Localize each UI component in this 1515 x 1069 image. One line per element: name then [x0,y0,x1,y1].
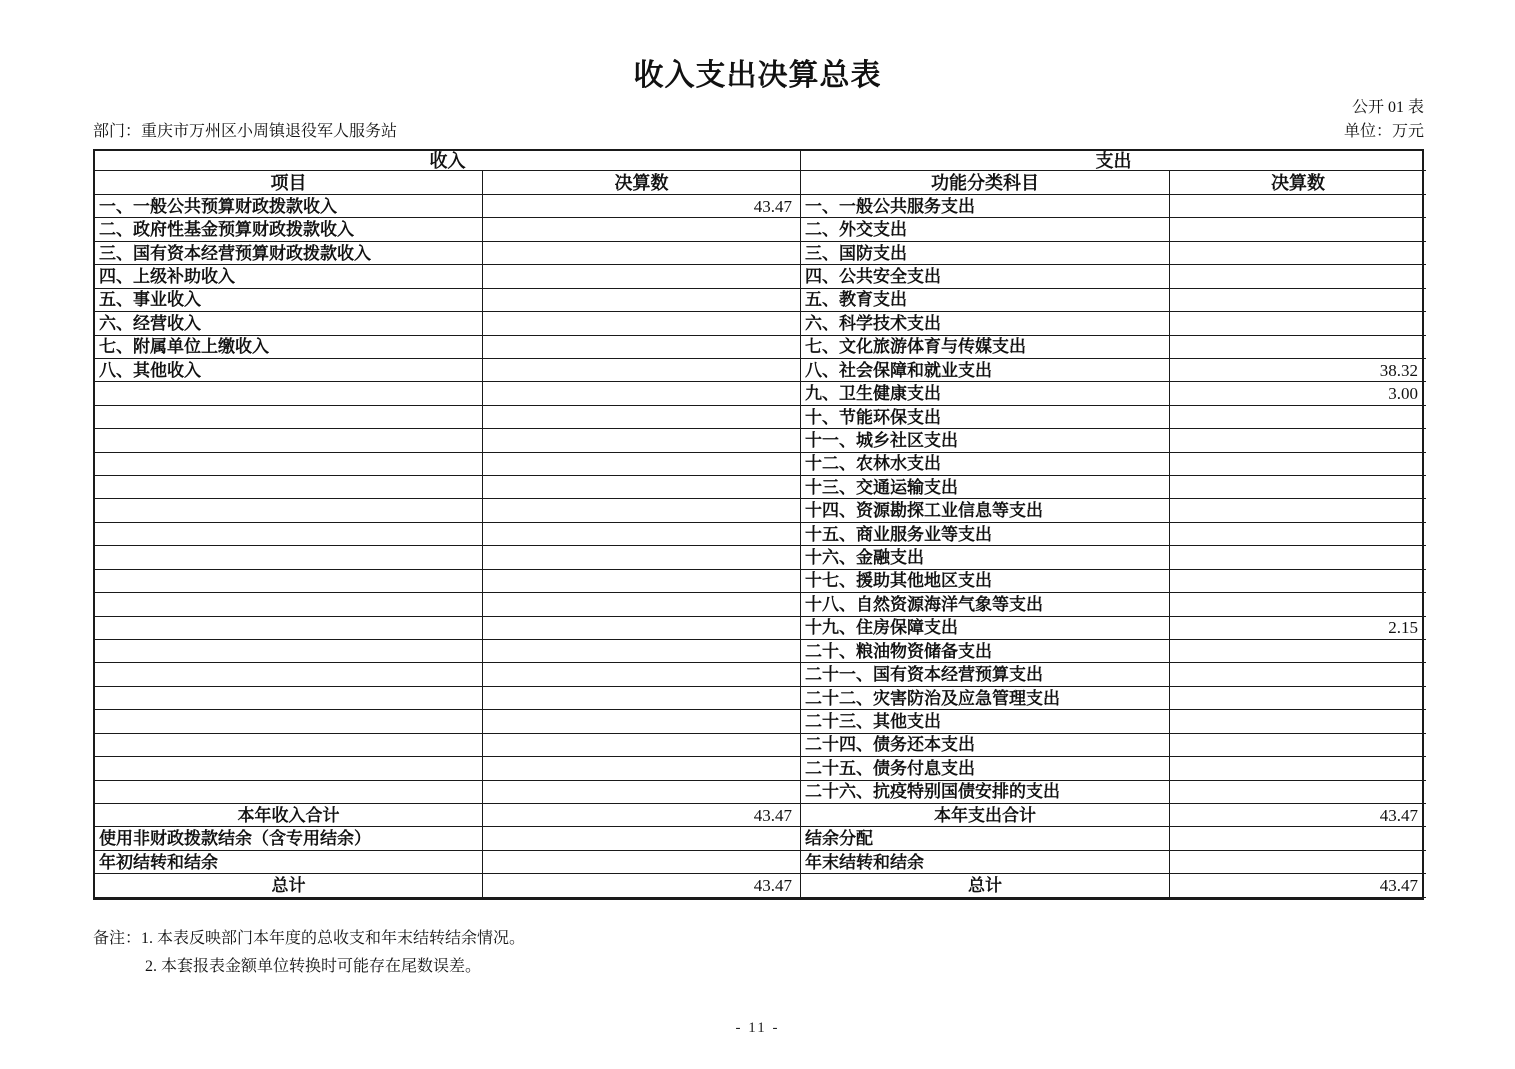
expense-value-cell: 43.47 [1170,874,1426,897]
expense-item-cell: 二、外交支出 [801,218,1170,241]
expense-item-cell: 四、公共安全支出 [801,265,1170,288]
income-item-cell [95,382,483,405]
expense-item-cell: 年末结转和结余 [801,851,1170,874]
income-value-cell [483,593,801,616]
income-value-cell: 43.47 [483,804,801,827]
income-item-cell [95,781,483,804]
expense-value-cell: 3.00 [1170,382,1426,405]
income-value-cell [483,336,801,359]
income-item-cell: 八、其他收入 [95,359,483,382]
expense-item-column-header: 功能分类科目 [801,171,1170,195]
expense-value-cell: 38.32 [1170,359,1426,382]
expense-value-cell [1170,476,1426,499]
expense-item-cell: 九、卫生健康支出 [801,382,1170,405]
expense-item-cell: 二十、粮油物资储备支出 [801,640,1170,663]
expense-item-cell: 十五、商业服务业等支出 [801,523,1170,546]
expense-value-cell [1170,663,1426,686]
expense-item-cell: 十四、资源勘探工业信息等支出 [801,499,1170,522]
income-item-cell: 二、政府性基金预算财政拨款收入 [95,218,483,241]
income-value-cell [483,406,801,429]
income-item-cell: 三、国有资本经营预算财政拨款收入 [95,242,483,265]
income-value-cell [483,453,801,476]
expense-item-cell: 二十一、国有资本经营预算支出 [801,663,1170,686]
income-value-cell [483,242,801,265]
income-value-cell: 43.47 [483,874,801,897]
income-item-cell: 总计 [95,874,483,897]
income-item-cell [95,710,483,733]
income-item-cell [95,523,483,546]
expense-item-cell: 二十六、抗疫特别国债安排的支出 [801,781,1170,804]
expense-value-cell [1170,453,1426,476]
income-item-cell: 六、经营收入 [95,312,483,335]
expense-value-cell [1170,195,1426,218]
income-item-cell [95,593,483,616]
income-value-cell [483,359,801,382]
income-item-cell: 五、事业收入 [95,289,483,312]
income-value-cell [483,476,801,499]
income-value-cell [483,523,801,546]
department-label: 部门：重庆市万州区小周镇退役军人服务站 [93,123,398,140]
expense-item-cell: 十八、自然资源海洋气象等支出 [801,593,1170,616]
budget-summary-table [93,149,1424,900]
expense-item-cell: 二十四、债务还本支出 [801,734,1170,757]
income-value-cell: 43.47 [483,195,801,218]
income-item-column-header: 项目 [95,171,483,195]
income-value-cell [483,382,801,405]
footnote-line: 2. 本套报表金额单位转换时可能存在尾数误差。 [145,958,482,975]
expense-value-cell [1170,570,1426,593]
income-item-cell: 七、附属单位上缴收入 [95,336,483,359]
expense-item-cell: 十三、交通运输支出 [801,476,1170,499]
income-value-cell [483,757,801,780]
income-item-cell [95,617,483,640]
income-item-cell [95,687,483,710]
expense-item-cell: 三、国防支出 [801,242,1170,265]
expense-item-cell: 二十五、债务付息支出 [801,757,1170,780]
expense-item-cell: 五、教育支出 [801,289,1170,312]
income-item-cell [95,499,483,522]
page-number: - 11 - [735,1020,780,1036]
expense-value-cell [1170,523,1426,546]
income-value-cell [483,640,801,663]
expense-value-cell [1170,499,1426,522]
expense-item-cell: 总计 [801,874,1170,897]
income-item-cell [95,640,483,663]
expense-section-header: 支出 [801,151,1426,171]
income-item-cell: 使用非财政拨款结余（含专用结余） [95,827,483,850]
expense-item-cell: 六、科学技术支出 [801,312,1170,335]
expense-value-cell [1170,827,1426,850]
expense-value-cell [1170,406,1426,429]
income-value-cell [483,312,801,335]
income-item-cell: 年初结转和结余 [95,851,483,874]
income-value-cell [483,570,801,593]
income-value-cell [483,546,801,569]
income-value-cell [483,218,801,241]
expense-value-cell [1170,851,1426,874]
income-value-cell [483,781,801,804]
expense-item-cell: 七、文化旅游体育与传媒支出 [801,336,1170,359]
expense-item-cell: 十九、住房保障支出 [801,617,1170,640]
income-item-cell [95,546,483,569]
expense-item-cell: 十七、援助其他地区支出 [801,570,1170,593]
expense-item-cell: 一、一般公共服务支出 [801,195,1170,218]
expense-value-cell [1170,218,1426,241]
income-item-cell [95,406,483,429]
income-value-cell [483,827,801,850]
income-value-cell [483,851,801,874]
income-item-cell [95,663,483,686]
income-value-cell [483,429,801,452]
footnotes [93,925,525,981]
unit-label: 单位：万元 [1343,123,1424,140]
expense-value-cell: 43.47 [1170,804,1426,827]
expense-value-cell [1170,312,1426,335]
expense-item-cell: 十二、农林水支出 [801,453,1170,476]
income-item-cell [95,570,483,593]
page-title: 收入支出决算总表 [633,59,882,92]
expense-value-cell [1170,289,1426,312]
income-item-cell: 本年收入合计 [95,804,483,827]
expense-item-cell: 本年支出合计 [801,804,1170,827]
table-code-label: 公开 01 表 [1351,99,1424,116]
income-value-column-header: 决算数 [483,171,801,195]
income-value-cell [483,710,801,733]
expense-value-cell [1170,640,1426,663]
expense-value-cell [1170,734,1426,757]
expense-value-cell [1170,593,1426,616]
expense-value-cell [1170,710,1426,733]
income-section-header: 收入 [95,151,801,171]
expense-value-cell [1170,336,1426,359]
income-item-cell [95,757,483,780]
income-value-cell [483,687,801,710]
income-value-cell [483,499,801,522]
income-item-cell: 四、上级补助收入 [95,265,483,288]
income-item-cell [95,734,483,757]
income-value-cell [483,289,801,312]
income-item-cell [95,429,483,452]
expense-value-cell [1170,781,1426,804]
income-value-cell [483,265,801,288]
income-item-cell [95,476,483,499]
footnote-line: 备注：1. 本表反映部门本年度的总收支和年末结转结余情况。 [93,930,526,947]
expense-item-cell: 二十二、灾害防治及应急管理支出 [801,687,1170,710]
expense-value-cell [1170,265,1426,288]
expense-value-cell [1170,429,1426,452]
income-item-cell [95,453,483,476]
expense-item-cell: 十一、城乡社区支出 [801,429,1170,452]
expense-value-cell [1170,687,1426,710]
expense-value-cell: 2.15 [1170,617,1426,640]
expense-value-cell [1170,757,1426,780]
income-value-cell [483,663,801,686]
expense-item-cell: 八、社会保障和就业支出 [801,359,1170,382]
expense-item-cell: 结余分配 [801,827,1170,850]
expense-item-cell: 十、节能环保支出 [801,406,1170,429]
expense-item-cell: 二十三、其他支出 [801,710,1170,733]
income-item-cell: 一、一般公共预算财政拨款收入 [95,195,483,218]
expense-value-column-header: 决算数 [1170,171,1426,195]
income-value-cell [483,734,801,757]
expense-value-cell [1170,546,1426,569]
income-value-cell [483,617,801,640]
expense-item-cell: 十六、金融支出 [801,546,1170,569]
expense-value-cell [1170,242,1426,265]
